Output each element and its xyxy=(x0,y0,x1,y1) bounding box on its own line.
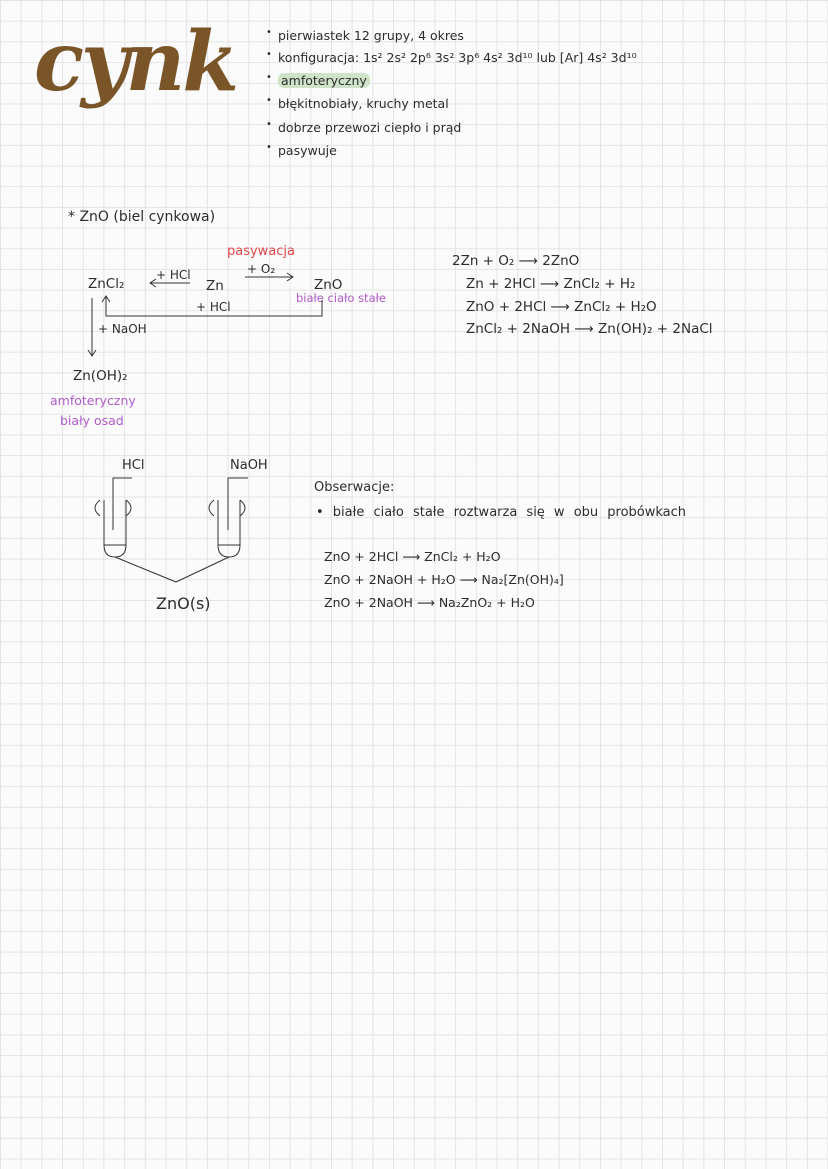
zno-desc-label: białe ciało stałe xyxy=(296,291,386,305)
znoh2-desc-1: amfoteryczny xyxy=(50,393,136,408)
experiment-sample-label: ZnO(s) xyxy=(156,594,211,613)
property-item: • pierwiastek 12 grupy, 4 okres xyxy=(266,27,464,43)
hcl-top-label: + HCl xyxy=(156,268,191,282)
zncl2-label: ZnCl₂ xyxy=(88,276,125,292)
property-item: • amfoteryczny xyxy=(278,73,370,88)
equation: ZnO + 2NaOH + H₂O ⟶ Na₂[Zn(OH)₄] xyxy=(324,572,564,587)
naoh-label: + NaOH xyxy=(98,322,147,336)
equation: ZnO + 2HCl ⟶ ZnCl₂ + H₂O xyxy=(324,549,501,564)
property-item: • pasywuje xyxy=(266,142,337,158)
equation: 2Zn + O₂ ⟶ 2ZnO xyxy=(452,253,580,269)
zno-heading: * ZnO (biel cynkowa) xyxy=(68,209,216,225)
property-item: • błękitnobiały, kruchy metal xyxy=(266,95,449,111)
hcl-bottom-label: + HCl xyxy=(196,300,231,314)
observations-heading: Obserwacje: xyxy=(314,480,395,495)
znoh2-label: Zn(OH)₂ xyxy=(73,368,128,384)
property-item: • konfiguracja: 1s² 2s² 2p⁶ 3s² 3p⁶ 4s² 3d¹⁰ lub [Ar] 4s² 3d¹⁰ xyxy=(266,49,637,65)
observations-text: • białe ciało stałe roztwarza się w obu probówkach xyxy=(316,505,687,520)
experiment-naoh-label: NaOH xyxy=(230,458,268,473)
page-title: cynk xyxy=(34,14,237,110)
znoh2-desc-2: biały osad xyxy=(60,413,124,428)
highlight-amfoteryczny: amfoteryczny xyxy=(278,73,370,88)
experiment-hcl-label: HCl xyxy=(122,458,145,473)
pasywacja-label: pasywacja xyxy=(227,244,296,259)
equation: ZnO + 2NaOH ⟶ Na₂ZnO₂ + H₂O xyxy=(324,595,535,610)
equation: ZnCl₂ + 2NaOH ⟶ Zn(OH)₂ + 2NaCl xyxy=(466,321,713,337)
property-item: • dobrze przewozi ciepło i prąd xyxy=(266,119,462,135)
equation: Zn + 2HCl ⟶ ZnCl₂ + H₂ xyxy=(466,276,636,292)
equation: ZnO + 2HCl ⟶ ZnCl₂ + H₂O xyxy=(466,299,657,315)
zno-label: ZnO xyxy=(314,277,343,293)
o2-label: + O₂ xyxy=(247,262,276,276)
zn-label: Zn xyxy=(206,278,224,294)
